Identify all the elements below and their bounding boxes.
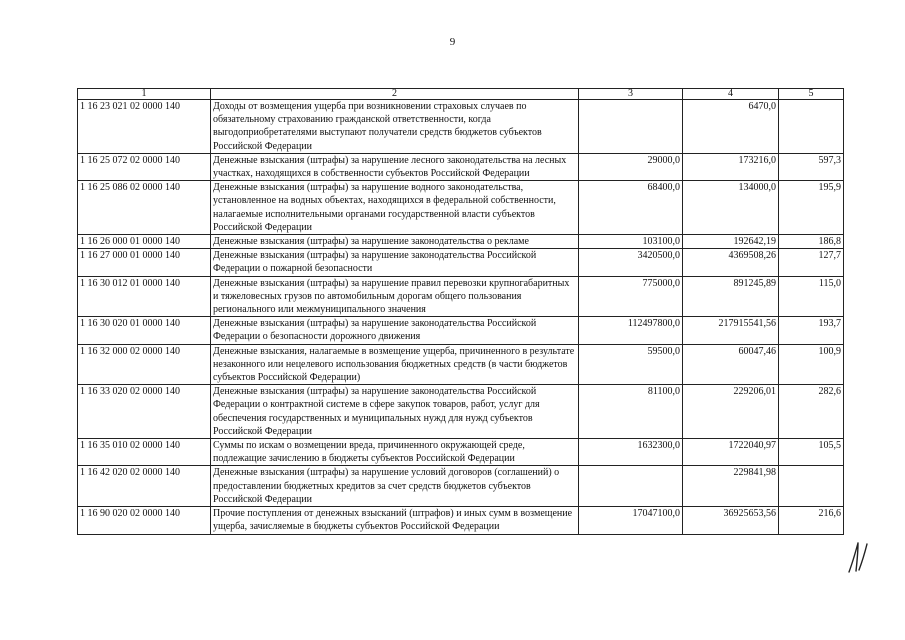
table-row bbox=[78, 344, 844, 385]
table-row bbox=[78, 235, 844, 249]
execution-percent: 597,3 bbox=[779, 153, 844, 180]
table-row bbox=[78, 181, 844, 235]
description: Суммы по искам о возмещении вреда, причиненного окружающей среде, подлежащие зачислению в бюджеты субъектов Российской Федерации bbox=[211, 439, 579, 466]
planned-amount: 81100,0 bbox=[579, 385, 683, 439]
budget-code: 1 16 33 020 02 0000 140 bbox=[78, 385, 211, 439]
execution-percent: 115,0 bbox=[779, 276, 844, 317]
execution-percent: 100,9 bbox=[779, 344, 844, 385]
planned-amount bbox=[579, 100, 683, 154]
execution-percent: 186,8 bbox=[779, 235, 844, 249]
actual-amount: 6470,0 bbox=[683, 100, 779, 154]
description: Доходы от возмещения ущерба при возникновении страховых случаев по обязательному страхованию гражданской ответственности, когда выгодоприобретателями выступают получатели средств бюджетов субъектов Российской Федерации bbox=[211, 100, 579, 154]
budget-code: 1 16 42 020 02 0000 140 bbox=[78, 466, 211, 507]
execution-percent: 216,6 bbox=[779, 507, 844, 534]
actual-amount: 36925653,56 bbox=[683, 507, 779, 534]
actual-amount: 891245,89 bbox=[683, 276, 779, 317]
planned-amount bbox=[579, 466, 683, 507]
actual-amount: 192642,19 bbox=[683, 235, 779, 249]
actual-amount: 4369508,26 bbox=[683, 249, 779, 276]
table-row bbox=[78, 100, 844, 154]
budget-code: 1 16 25 072 02 0000 140 bbox=[78, 153, 211, 180]
header-row bbox=[78, 89, 844, 100]
planned-amount: 3420500,0 bbox=[579, 249, 683, 276]
description: Денежные взыскания (штрафы) за нарушение законодательства Российской Федерации о пожарной безопасности bbox=[211, 249, 579, 276]
description: Денежные взыскания (штрафы) за нарушение водного законодательства, установленное на водных объектах, находящихся в федеральной собственности, налагаемые исполнительными органами государственной власти субъектов Российской Федерации bbox=[211, 181, 579, 235]
budget-code: 1 16 32 000 02 0000 140 bbox=[78, 344, 211, 385]
planned-amount: 59500,0 bbox=[579, 344, 683, 385]
budget-code: 1 16 26 000 01 0000 140 bbox=[78, 235, 211, 249]
actual-amount: 173216,0 bbox=[683, 153, 779, 180]
column-header: 2 bbox=[211, 89, 579, 100]
column-header: 3 bbox=[579, 89, 683, 100]
budget-code: 1 16 90 020 02 0000 140 bbox=[78, 507, 211, 534]
description: Денежные взыскания (штрафы) за нарушение условий договоров (соглашений) о предоставлении бюджетных кредитов за счет средств бюджетов субъектов Российской Федерации bbox=[211, 466, 579, 507]
table-row bbox=[78, 507, 844, 534]
description: Денежные взыскания (штрафы) за нарушение законодательства о рекламе bbox=[211, 235, 579, 249]
planned-amount: 17047100,0 bbox=[579, 507, 683, 534]
budget-table bbox=[77, 88, 844, 535]
description: Денежные взыскания (штрафы) за нарушение правил перевозки крупногабаритных и тяжеловесных грузов по автомобильным дорогам общего пользования регионального или межмуниципального значения bbox=[211, 276, 579, 317]
execution-percent bbox=[779, 466, 844, 507]
description: Денежные взыскания (штрафы) за нарушение лесного законодательства на лесных участках, находящихся в собственности субъектов Российской Федерации bbox=[211, 153, 579, 180]
actual-amount: 134000,0 bbox=[683, 181, 779, 235]
table-row bbox=[78, 153, 844, 180]
table-row bbox=[78, 249, 844, 276]
table-row bbox=[78, 439, 844, 466]
budget-code: 1 16 30 012 01 0000 140 bbox=[78, 276, 211, 317]
planned-amount: 29000,0 bbox=[579, 153, 683, 180]
table-row bbox=[78, 385, 844, 439]
budget-code: 1 16 25 086 02 0000 140 bbox=[78, 181, 211, 235]
description: Денежные взыскания, налагаемые в возмещение ущерба, причиненного в результате незаконного или нецелевого использования бюджетных средств (в части бюджетов субъектов Российской Федерации) bbox=[211, 344, 579, 385]
execution-percent: 282,6 bbox=[779, 385, 844, 439]
budget-code: 1 16 27 000 01 0000 140 bbox=[78, 249, 211, 276]
planned-amount: 775000,0 bbox=[579, 276, 683, 317]
column-header: 5 bbox=[779, 89, 844, 100]
planned-amount: 68400,0 bbox=[579, 181, 683, 235]
table-row bbox=[78, 276, 844, 317]
column-header: 4 bbox=[683, 89, 779, 100]
table-row bbox=[78, 317, 844, 344]
planned-amount: 103100,0 bbox=[579, 235, 683, 249]
table-row bbox=[78, 466, 844, 507]
actual-amount: 229841,98 bbox=[683, 466, 779, 507]
execution-percent: 127,7 bbox=[779, 249, 844, 276]
actual-amount: 229206,01 bbox=[683, 385, 779, 439]
description: Денежные взыскания (штрафы) за нарушение законодательства Российской Федерации о безопасности дорожного движения bbox=[211, 317, 579, 344]
column-header: 1 bbox=[78, 89, 211, 100]
handwritten-signature bbox=[846, 540, 868, 574]
description: Денежные взыскания (штрафы) за нарушение законодательства Российской Федерации о контрактной системе в сфере закупок товаров, работ, услуг для обеспечения государственных и муниципальных нужд для нужд субъектов Российской Федерации bbox=[211, 385, 579, 439]
execution-percent: 105,5 bbox=[779, 439, 844, 466]
execution-percent bbox=[779, 100, 844, 154]
budget-code: 1 16 30 020 01 0000 140 bbox=[78, 317, 211, 344]
budget-code: 1 16 23 021 02 0000 140 bbox=[78, 100, 211, 154]
budget-code: 1 16 35 010 02 0000 140 bbox=[78, 439, 211, 466]
actual-amount: 217915541,56 bbox=[683, 317, 779, 344]
description: Прочие поступления от денежных взысканий (штрафов) и иных сумм в возмещение ущерба, зачисляемые в бюджеты субъектов Российской Федерации bbox=[211, 507, 579, 534]
page-number: 9 bbox=[449, 36, 456, 48]
planned-amount: 1632300,0 bbox=[579, 439, 683, 466]
actual-amount: 60047,46 bbox=[683, 344, 779, 385]
planned-amount: 112497800,0 bbox=[579, 317, 683, 344]
actual-amount: 1722040,97 bbox=[683, 439, 779, 466]
execution-percent: 193,7 bbox=[779, 317, 844, 344]
execution-percent: 195,9 bbox=[779, 181, 844, 235]
